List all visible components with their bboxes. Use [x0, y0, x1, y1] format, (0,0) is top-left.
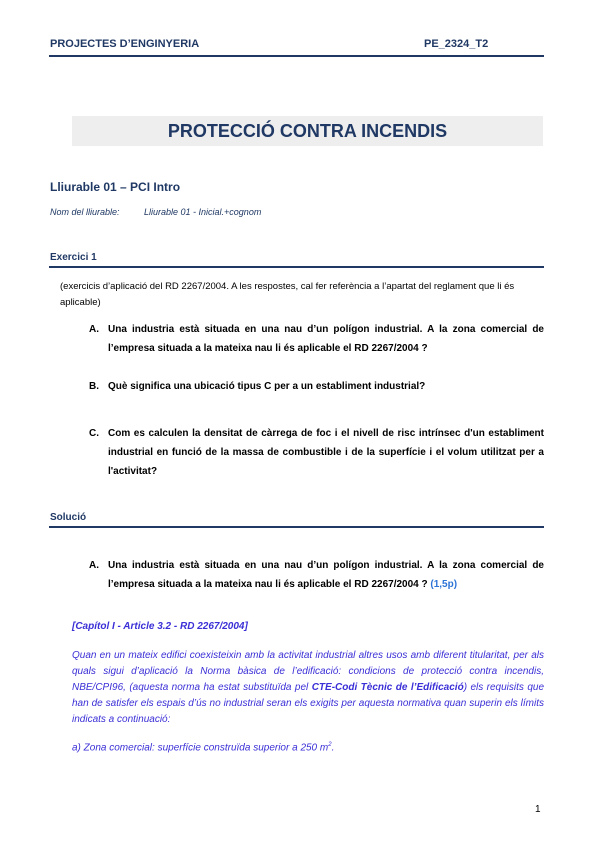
solucio-heading: Solució — [50, 512, 87, 523]
exercici-divider — [49, 266, 544, 268]
header-divider — [49, 55, 544, 57]
lliurable-title: Lliurable 01 – PCI Intro — [50, 180, 181, 194]
answer-a-text: Una industria està situada en una nau d’un polígon industrial. A la zona comercial de l’empresa situada a la mateixa nau li és aplicable el RD 2267/2004 ? — [108, 560, 544, 590]
exercici-heading: Exercici 1 — [50, 252, 97, 263]
question-a-text: Una industria està situada en una nau d’un polígon industrial. A la zona comercial de l’empresa situada a la mateixa nau li és aplicable el RD 2267/2004 ? — [108, 324, 544, 354]
solution-paragraph — [72, 648, 544, 728]
answer-a-question — [90, 556, 544, 594]
solucio-divider — [49, 526, 544, 528]
question-c-label: C. — [89, 428, 99, 439]
page-number: 1 — [535, 804, 541, 815]
document-title: PROTECCIÓ CONTRA INCENDIS — [72, 116, 543, 146]
nom-lliurable-label: Nom del lliurable: — [50, 207, 120, 217]
solution-item-a-text: a) Zona comercial: superfície construïda superior a 250 m — [72, 742, 329, 754]
question-b-text: Què significa una ubicació tipus C per a un establiment industrial? — [108, 381, 426, 392]
question-b — [90, 377, 544, 396]
solution-paragraph-cte: CTE-Codi Tècnic de l’Edificació — [311, 682, 464, 693]
question-a — [90, 320, 544, 358]
question-c — [90, 424, 544, 481]
solution-item-a-end: . — [331, 742, 335, 754]
exercici-intro: (exercicis d’aplicació del RD 2267/2004. A les respostes, cal fer referència a l’apartat del reglament que li és aplicable) — [60, 281, 515, 308]
header-course-title: PROJECTES D’ENGINYERIA — [50, 38, 200, 50]
answer-a-label: A. — [89, 560, 99, 571]
regulation-reference: [Capítol I - Article 3.2 - RD 2267/2004] — [72, 621, 248, 632]
solution-paragraph-part1: Quan en un mateix edifici coexisteixin amb la activitat industrial altres usos amb diferent titularitat, per als quals sigui d’aplicació la Norma bàsica de l’edificació: condicions de protecció contra incendis, NBE/CPI96, (aquesta norma ha estat substituïda pel — [72, 650, 544, 693]
question-c-text: Com es calculen la densitat de càrrega de foc i el nivell de risc intrínsec d'un establiment industrial en funció de la massa de combustible i de la superfície i el volum utilitzat per a l'activitat? — [108, 428, 544, 477]
solution-item-a-superscript: 2 — [328, 742, 332, 748]
answer-a — [90, 556, 544, 594]
solution-paragraph-part2: ) els requisits que han de satisfer els espais d’ús no industrial seran els exigits per aquesta normativa quan superin els límits indicats a continuació: — [72, 682, 545, 725]
question-b-label: B. — [89, 381, 99, 392]
answer-a-points: (1,5p) — [430, 579, 458, 590]
solution-item-a — [72, 742, 334, 753]
nom-lliurable-value: Lliurable 01 - Inicial.+cognom — [144, 207, 262, 217]
question-a-label: A. — [89, 324, 99, 335]
header-course-code: PE_2324_T2 — [424, 38, 489, 50]
